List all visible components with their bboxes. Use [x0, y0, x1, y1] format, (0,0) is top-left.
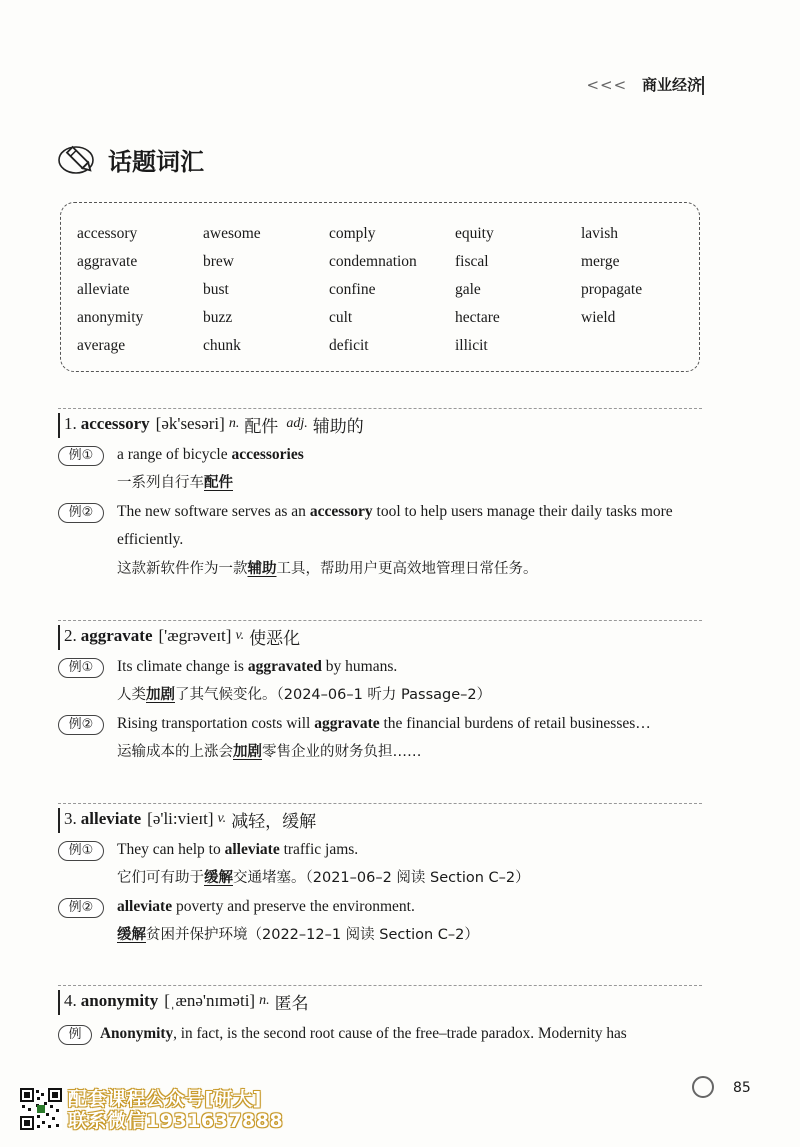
example-chinese: 运输成本的上涨会加剧零售企业的财务负担……: [117, 744, 422, 760]
qr-code-icon: [20, 1088, 62, 1130]
vocab-word: equity: [455, 225, 494, 242]
promo-line: 配套课程公众号[研大]: [68, 1088, 262, 1110]
vocab-column: [581, 220, 642, 332]
running-header: [586, 74, 702, 95]
vocab-word: lavish: [581, 225, 619, 242]
example-english: a range of bicycle accessories: [117, 446, 304, 463]
vocab-word: anonymity: [77, 309, 144, 326]
example-english: alleviate poverty and preserve the environment.: [117, 898, 415, 915]
section-title: [58, 142, 204, 176]
vocab-word: fiscal: [455, 253, 489, 270]
vocab-word: merge: [581, 253, 620, 270]
example-english: Anonymity, in fact, is the second root cause of the free–trade paradox. Modernity has: [100, 1025, 627, 1042]
example-chinese: 一系列自行车配件: [117, 475, 233, 491]
entry-meaning: 配件: [244, 416, 279, 437]
header-arrows: <<<: [586, 76, 628, 94]
example-label: 例②: [58, 715, 104, 735]
vocab-word: comply: [329, 225, 376, 242]
example-chinese: 它们可有助于缓解交通堵塞。（2021–06–2 阅读 Section C–2）: [117, 870, 530, 886]
vocab-word: chunk: [203, 337, 241, 354]
entry-word: accessory: [80, 414, 150, 433]
example-english: The new software serves as an accessory tool to help users manage their daily tasks more efficiently.: [117, 503, 673, 548]
header-title: 商业经济: [641, 76, 702, 94]
entry-meaning: 使恶化: [249, 628, 301, 649]
entry-pos: v.: [235, 628, 245, 643]
vocab-column: [77, 220, 143, 360]
entry-number: 3.: [64, 809, 77, 828]
example-label: 例②: [58, 898, 104, 918]
vocab-word: brew: [203, 253, 234, 270]
example-english: They can help to alleviate traffic jams.: [117, 841, 359, 858]
vocab-word: aggravate: [77, 253, 138, 270]
entry-pos: n.: [259, 993, 270, 1008]
vocab-word: propagate: [581, 281, 643, 298]
page-number: 85: [733, 1080, 751, 1096]
entry-heading: [58, 985, 702, 1016]
entry-number: 4.: [64, 991, 77, 1010]
vocab-word: average: [77, 337, 126, 354]
entry-phonetic: [ək'sesəri]: [155, 414, 225, 433]
example-english: Rising transportation costs will aggravate the financial burdens of retail businesses…: [117, 715, 651, 732]
header-divider: [702, 76, 704, 95]
entry-pos: v.: [217, 811, 227, 826]
vocab-box: [60, 202, 700, 372]
vocab-column: [455, 220, 500, 360]
vocab-word: accessory: [77, 225, 138, 242]
example-label: 例①: [58, 658, 104, 678]
vocab-word: gale: [455, 281, 481, 298]
section-title-text: 话题词汇: [108, 147, 204, 176]
example-english: Its climate change is aggravated by humans.: [117, 658, 398, 675]
vocab-word: awesome: [203, 225, 261, 242]
example-label: 例①: [58, 841, 104, 861]
vocab-word: alleviate: [77, 281, 130, 298]
entry-word: anonymity: [80, 991, 159, 1010]
example-label: 例②: [58, 503, 104, 523]
vocab-word: illicit: [455, 337, 488, 354]
entry-pos: adj.: [286, 416, 308, 431]
entry-word: aggravate: [80, 626, 153, 645]
vocab-word: wield: [581, 309, 616, 326]
pencil-icon: [58, 143, 98, 175]
entry-heading: [58, 408, 702, 439]
page-number-circle: [692, 1076, 714, 1098]
entry-phonetic: ['ægrəveɪt]: [158, 626, 232, 645]
vocab-column: [203, 220, 261, 360]
example-label: 例: [58, 1025, 92, 1045]
promo-line: 联系微信1931637888: [68, 1110, 284, 1132]
entry-phonetic: [ə'li:vieɪt]: [147, 809, 214, 828]
vocab-word: deficit: [329, 337, 369, 354]
example-chinese: 缓解贫困并保护环境（2022–12–1 阅读 Section C–2）: [117, 927, 479, 943]
vocab-word: hectare: [455, 309, 500, 326]
example-label: 例①: [58, 446, 104, 466]
vocab-column: [329, 220, 417, 360]
example-chinese: 人类加剧了其气候变化。（2024–06–1 听力 Passage–2）: [117, 687, 492, 703]
entry-meaning: 减轻，缓解: [231, 811, 317, 832]
entry-pos: n.: [228, 416, 240, 431]
vocab-word: confine: [329, 281, 376, 298]
example-chinese: 这款新软件作为一款辅助工具，帮助用户更高效地管理日常任务。: [117, 561, 538, 577]
vocab-word: bust: [203, 281, 229, 298]
vocab-word: condemnation: [329, 253, 417, 270]
entry-word: alleviate: [80, 809, 142, 828]
promo-text: [68, 1088, 283, 1132]
vocab-word: cult: [329, 309, 353, 326]
entry-meaning: 匿名: [274, 993, 309, 1014]
vocab-word: buzz: [203, 309, 233, 326]
entry-phonetic: [ˌænə'nɪməti]: [164, 991, 256, 1010]
entry-heading: [58, 620, 702, 651]
entry-number: 2.: [64, 626, 77, 645]
entry-heading: [58, 803, 702, 834]
entry-number: 1.: [64, 414, 77, 433]
entry-meaning: 辅助的: [312, 416, 364, 437]
